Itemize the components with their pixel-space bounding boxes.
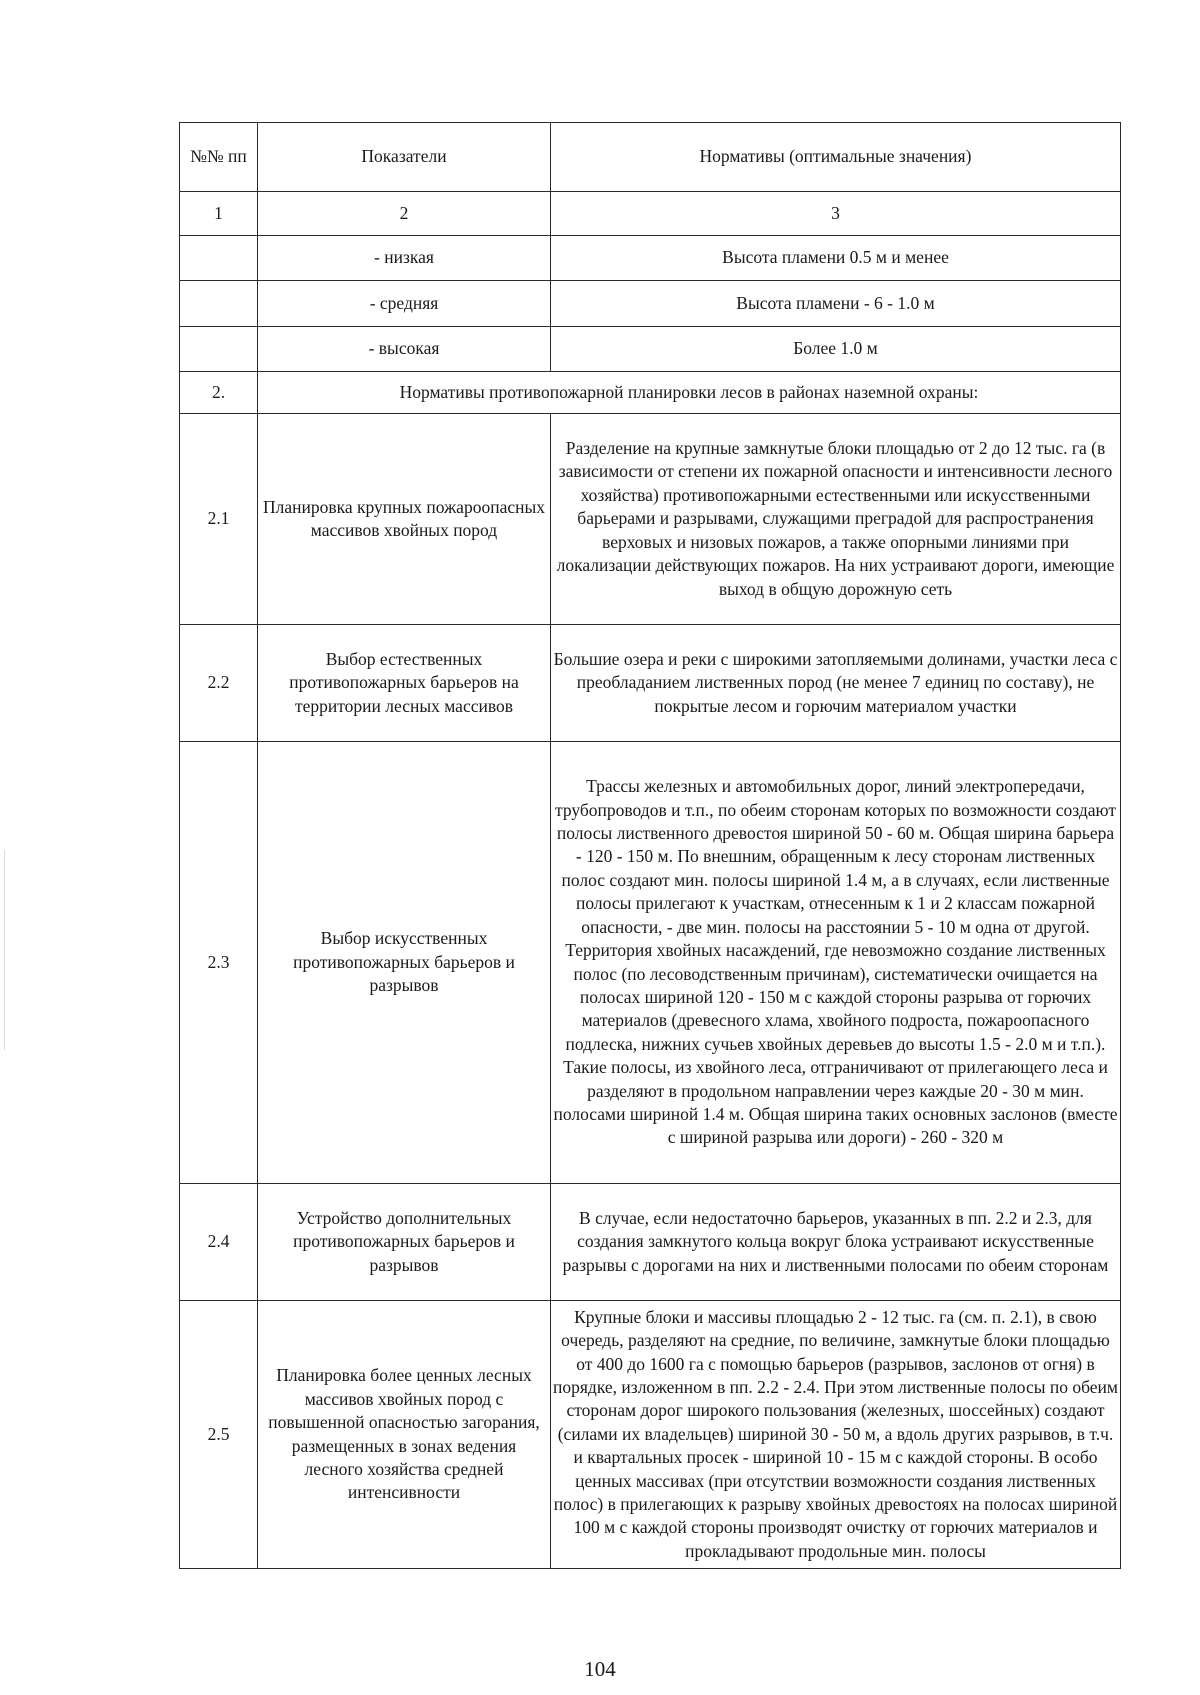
row-num: 2.3	[180, 742, 258, 1184]
row-norm: Высота пламени - 6 - 1.0 м	[551, 281, 1121, 327]
column-number: 1	[180, 192, 258, 236]
table-row	[180, 1184, 1121, 1301]
row-norm: Трассы железных и автомобильных дорог, линий электропередачи, трубопроводов и т.п., по обеим сторонам которых по возможности создают полосы лиственного древостоя шириной 50 - 60 м. Общая ширина барьера - 120 - 150 м. По внешним, обращенным к лесу сторонам лиственных полос создают мин. полосы шириной 1.4 м, а в случаях, если лиственные полосы прилегают к участкам, отнесенным к 1 и 2 классам пожарной опасности, - две мин. полосы на расстоянии 5 - 10 м одна от другой. Территория хвойных насаждений, где невозможно создание лиственных полос (по лесоводственным причинам), систематически очищается на полосах шириной 120 - 150 м с каждой стороны разрыва от горючих материалов (древесного хлама, хвойного подроста, пожароопасного подлеска, нижних сучьев хвойных деревьев до высоты 1.5 - 2.0 м и т.п.). Такие полосы, из хвойного леса, отграничивают от прилегающего леса и разделяют в продольном направлении через каждые 20 - 30 м мин. полосами шириной 1.4 м. Общая ширина таких основных заслонов (вместе с шириной разрыва или дороги) - 260 - 320 м	[551, 742, 1121, 1184]
header-num: №№ пп	[180, 123, 258, 192]
table-row	[180, 414, 1121, 625]
table-row	[180, 327, 1121, 372]
row-num: 2.5	[180, 1301, 258, 1569]
row-num	[180, 327, 258, 372]
row-indicator: - низкая	[258, 236, 551, 281]
page-number: 104	[584, 1657, 616, 1681]
row-norm: Крупные блоки и массивы площадью 2 - 12 тыс. га (см. п. 2.1), в свою очередь, разделяют на средние, по величине, замкнутые блоки площадью от 400 до 1600 га с помощью барьеров (разрывов, заслонов от огня) в порядке, изложенном в пп. 2.2 - 2.4. При этом лиственные полосы по обеим сторонам дорог широкого пользования (железных, шоссейных) создают (силами их владельцев) шириной 30 - 50 м, а вдоль других разрывов, в т.ч. и квартальных просек - шириной 10 - 15 м с каждой стороны. В особо ценных массивах (при отсутствии возможности создания лиственных полос) в прилегающих к разрыву хвойных древостоях на полосах шириной 100 м с каждой стороны производят очистку от горючих материалов и прокладывают продольные мин. полосы	[551, 1301, 1121, 1569]
row-indicator: Планировка крупных пожароопасных массивов хвойных пород	[258, 414, 551, 625]
row-indicator: Планировка более ценных лесных массивов хвойных пород с повышенной опасностью загорания, размещенных в зонах ведения лесного хозяйства средней интенсивности	[258, 1301, 551, 1569]
row-norm: Более 1.0 м	[551, 327, 1121, 372]
row-num	[180, 281, 258, 327]
row-num: 2.1	[180, 414, 258, 625]
table-row	[180, 236, 1121, 281]
column-number: 2	[258, 192, 551, 236]
row-norm: Большие озера и реки с широкими затопляемыми долинами, участки леса с преобладанием лиственных пород (не менее 7 единиц по составу), не покрытые лесом и горючим материалом участки	[551, 625, 1121, 742]
row-norm: Высота пламени 0.5 м и менее	[551, 236, 1121, 281]
header-indicator: Показатели	[258, 123, 551, 192]
row-indicator: Выбор искусственных противопожарных барьеров и разрывов	[258, 742, 551, 1184]
row-num: 2.2	[180, 625, 258, 742]
row-indicator: Устройство дополнительных противопожарных барьеров и разрывов	[258, 1184, 551, 1301]
header-norm: Нормативы (оптимальные значения)	[551, 123, 1121, 192]
row-num: 2.4	[180, 1184, 258, 1301]
row-indicator: - высокая	[258, 327, 551, 372]
row-indicator: Выбор естественных противопожарных барьеров на территории лесных массивов	[258, 625, 551, 742]
table-row	[180, 625, 1121, 742]
section-row	[180, 372, 1121, 414]
row-norm: В случае, если недостаточно барьеров, указанных в пп. 2.2 и 2.3, для создания замкнутого кольца вокруг блока устраивают искусственные разрывы с дорогами на них и лиственными полосами по обеим сторонам	[551, 1184, 1121, 1301]
row-indicator: - средняя	[258, 281, 551, 327]
table-row	[180, 1301, 1121, 1569]
row-num	[180, 236, 258, 281]
section-num: 2.	[180, 372, 258, 414]
scan-edge-mark	[4, 850, 5, 1050]
table-row	[180, 281, 1121, 327]
row-norm: Разделение на крупные замкнутые блоки площадью от 2 до 12 тыс. га (в зависимости от степени их пожарной опасности и интенсивности лесного хозяйства) противопожарными естественными или искусственными барьерами и разрывами, служащими преградой для распространения верховых и низовых пожаров, а также опорными линиями при локализации действующих пожаров. На них устраивают дороги, имеющие выход в общую дорожную сеть	[551, 414, 1121, 625]
column-number: 3	[551, 192, 1121, 236]
norms-table	[179, 122, 1121, 1569]
table-header-row	[180, 123, 1121, 192]
table-row	[180, 742, 1121, 1184]
column-number-row	[180, 192, 1121, 236]
section-title: Нормативы противопожарной планировки лесов в районах наземной охраны:	[258, 372, 1121, 414]
